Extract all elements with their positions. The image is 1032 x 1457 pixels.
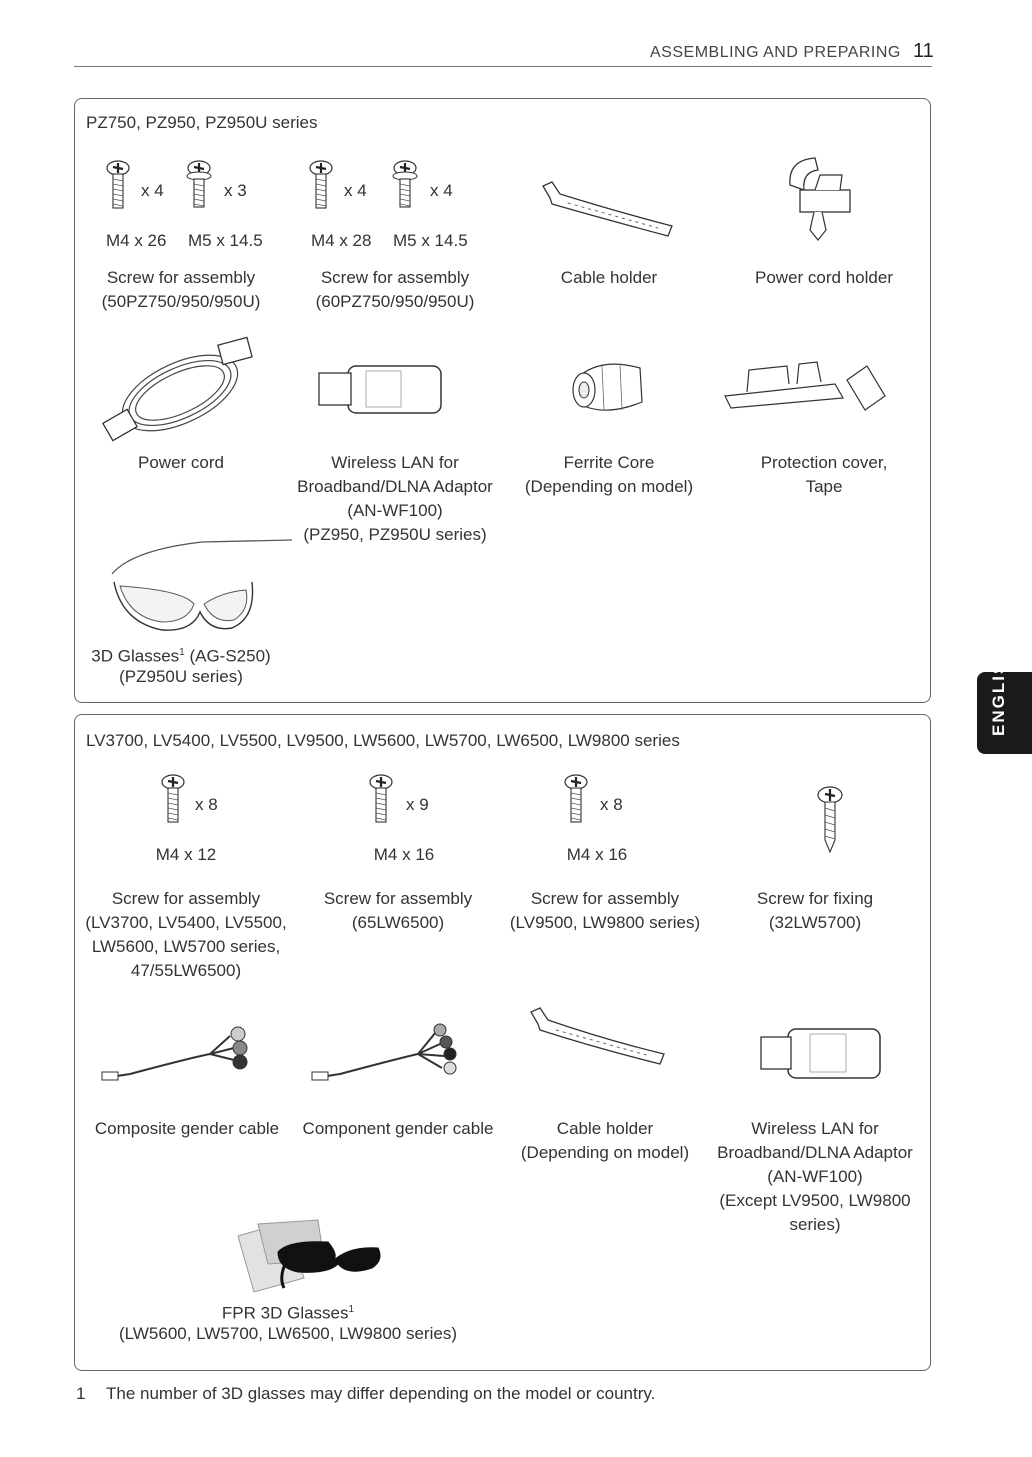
- item-label: (AN-WF100): [767, 1167, 863, 1186]
- screw-icon: [163, 774, 185, 826]
- item-label: Tape: [805, 477, 843, 496]
- glasses-model: (AG-S250): [184, 646, 271, 666]
- item-label: Screw for assembly: [323, 889, 473, 908]
- screw-qty: x 4: [141, 181, 164, 200]
- language-tab: [977, 646, 1032, 754]
- screw-qty: x 4: [344, 181, 367, 200]
- item-label: (Depending on model): [524, 477, 694, 496]
- screw-icon: [311, 160, 333, 212]
- screw-size: M4 x 28: [311, 231, 372, 250]
- item-label: Power cord holder: [755, 268, 893, 287]
- item-label: series): [789, 1215, 841, 1234]
- wireless-lan-adaptor-icon: [318, 365, 443, 415]
- screw-qty: x 8: [195, 795, 218, 814]
- section2-title: LV3700, LV5400, LV5500, LV9500, LW5600, LW5700, LW6500, LW9800 series: [86, 731, 680, 750]
- cable-holder-icon: [526, 1002, 670, 1066]
- wireless-lan-adaptor-icon: [760, 1028, 882, 1080]
- power-cord-icon: [100, 333, 265, 441]
- fixing-screw-icon: [817, 786, 843, 854]
- footnote-ref: 1: [348, 1304, 355, 1315]
- screw-icon: [108, 160, 130, 212]
- cable-holder-icon: [538, 176, 678, 238]
- screw-washer-icon: [189, 160, 213, 212]
- page-number: 11: [913, 40, 934, 62]
- 3d-glasses-icon: [92, 532, 262, 637]
- item-label: Ferrite Core: [563, 453, 655, 472]
- item-label: Screw for assembly: [530, 889, 680, 908]
- item-label: (Depending on model): [520, 1143, 690, 1162]
- item-label: (60PZ750/950/950U): [315, 292, 475, 311]
- section1-title: PZ750, PZ950, PZ950U series: [86, 113, 318, 132]
- item-label: Power cord: [138, 453, 224, 472]
- item-label: (PZ950U series): [119, 667, 243, 686]
- language-tab-label: ENGLISH: [989, 646, 1008, 736]
- item-label: Screw for assembly: [111, 889, 261, 908]
- item-label: (65LW6500): [351, 913, 445, 932]
- screw-qty: x 8: [600, 795, 623, 814]
- header-rule: [74, 66, 932, 67]
- screw-size: M4 x 26: [106, 231, 167, 250]
- item-label: Cable holder: [556, 1119, 654, 1138]
- item-label: (AN-WF100): [347, 501, 443, 520]
- ferrite-core-icon: [564, 354, 654, 424]
- composite-cable-icon: [100, 1018, 260, 1084]
- item-label: Wireless LAN for: [331, 453, 459, 472]
- item-label: Broadband/DLNA Adaptor: [297, 477, 493, 496]
- header-section-title: ASSEMBLING AND PREPARING: [650, 44, 901, 61]
- footnote-marker: 1: [76, 1384, 86, 1403]
- item-label: Wireless LAN for: [751, 1119, 879, 1138]
- item-label: Screw for fixing: [756, 889, 874, 908]
- item-label: (50PZ750/950/950U): [101, 292, 261, 311]
- power-cord-holder-icon: [780, 150, 860, 246]
- screw-icon: [566, 774, 588, 826]
- item-label: Cable holder: [560, 268, 658, 287]
- item-label: 47/55LW6500): [130, 961, 242, 980]
- protection-cover-icon: [717, 358, 887, 418]
- screw-qty: x 4: [430, 181, 453, 200]
- screw-washer-icon: [395, 160, 419, 212]
- item-label: Composite gender cable: [94, 1119, 280, 1138]
- screw-size: M5 x 14.5: [188, 231, 263, 250]
- fpr-glasses-label-text: FPR 3D Glasses: [221, 1303, 349, 1323]
- item-label: (32LW5700): [768, 913, 862, 932]
- screw-icon: [371, 774, 393, 826]
- item-label: (PZ950, PZ950U series): [303, 525, 487, 544]
- screw-size: M4 x 12: [155, 845, 217, 864]
- screw-size: M4 x 16: [373, 845, 435, 864]
- item-label: Screw for assembly: [106, 268, 256, 287]
- screw-size: M4 x 16: [566, 845, 628, 864]
- glasses-label-text: 3D Glasses: [91, 646, 180, 666]
- footnote-text: The number of 3D glasses may differ depending on the model or country.: [106, 1384, 656, 1403]
- item-label: Protection cover,: [760, 453, 888, 472]
- component-cable-icon: [310, 1018, 470, 1084]
- item-label: Component gender cable: [302, 1119, 494, 1138]
- screw-qty: x 3: [224, 181, 247, 200]
- screw-qty: x 9: [406, 795, 429, 814]
- item-label: (LW5600, LW5700, LW6500, LW9800 series): [119, 1324, 457, 1343]
- item-label: (LV9500, LW9800 series): [509, 913, 701, 932]
- item-label: Broadband/DLNA Adaptor: [717, 1143, 913, 1162]
- footnote-ref: 1: [179, 647, 185, 658]
- item-label: (Except LV9500, LW9800: [719, 1191, 911, 1210]
- item-label: Screw for assembly: [320, 268, 470, 287]
- item-label: (LV3700, LV5400, LV5500,: [85, 913, 287, 932]
- fpr-3d-glasses-icon: [228, 1216, 388, 1296]
- screw-size: M5 x 14.5: [393, 231, 468, 250]
- item-label: LW5600, LW5700 series,: [91, 937, 281, 956]
